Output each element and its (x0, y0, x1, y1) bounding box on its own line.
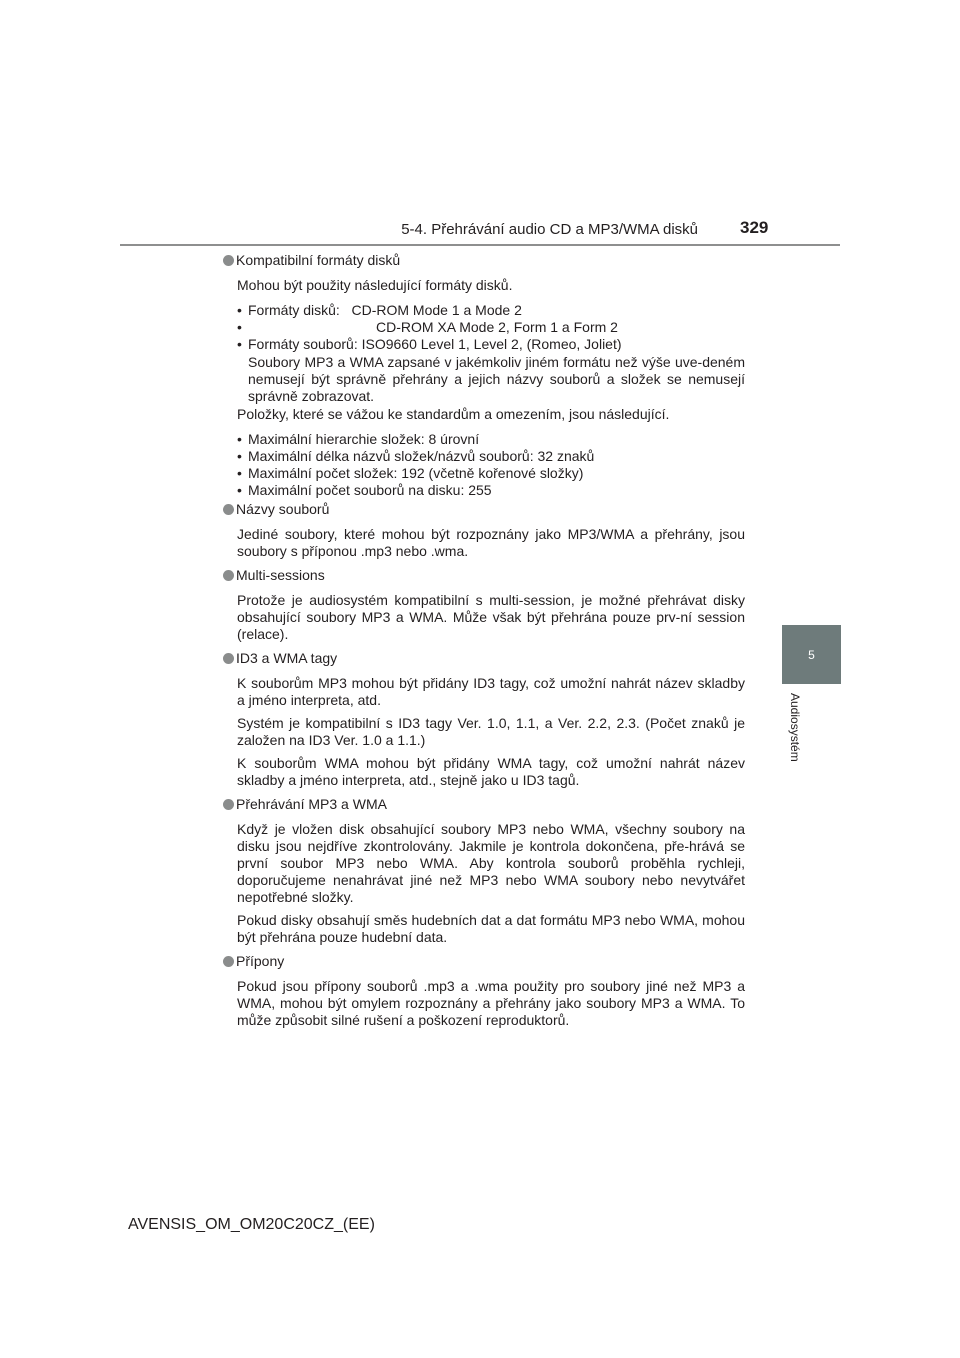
list-item: • Maximální počet složek: 192 (včetně kořenové složky) (237, 465, 745, 482)
list-item: • Formáty souborů: ISO9660 Level 1, Level 2, (Romeo, Joliet) (237, 336, 745, 353)
bullet-icon (223, 653, 234, 664)
section-playback (223, 796, 745, 946)
paragraph: Soubory MP3 a WMA zapsané v jakémkoliv jiném formátu než výše uve-deném nemusejí být správně přehrány a jejich názvy souborů a složek se nemusejí správně zobrazovat. (248, 354, 745, 404)
bullet-icon (223, 504, 234, 515)
section-compatible-formats (223, 252, 745, 499)
section-title: Multi-sessions (236, 567, 325, 583)
paragraph: Položky, které se vážou ke standardům a omezením, jsou následující. (237, 406, 670, 422)
chapter-label: Audiosystém (788, 693, 802, 762)
list-item: • Maximální počet souborů na disku: 255 (237, 482, 745, 499)
section-title: Názvy souborů (236, 501, 330, 517)
list-item: • Formáty disků: CD-ROM Mode 1 a Mode 2 (237, 302, 745, 319)
paragraph: K souborům MP3 mohou být přidány ID3 tagy, což umožní nahrát název skladby a jméno interpreta, atd. (237, 675, 745, 708)
paragraph: Mohou být použity následující formáty disků. (237, 277, 513, 293)
paragraph: Systém je kompatibilní s ID3 tagy Ver. 1.0, 1.1, a Ver. 2.2, 2.3. (Počet znaků je založen na ID3 Ver. 1.0 a 1.1.) (237, 715, 745, 748)
chapter-number: 5 (808, 647, 815, 662)
bullet-icon (223, 956, 234, 967)
chapter-tab (782, 625, 841, 684)
limits-list (237, 431, 745, 499)
section-title: Přípony (236, 953, 285, 969)
paragraph: K souborům WMA mohou být přidány WMA tagy, což umožní nahrát název skladby a jméno interpreta, atd., stejně jako u ID3 tagů. (237, 755, 745, 788)
paragraph: Jediné soubory, které mohou být rozpoznány jako MP3/WMA a přehrány, jsou soubory s příponou .mp3 nebo .wma. (237, 526, 745, 559)
paragraph: Pokud disky obsahují směs hudebních dat a dat formátu MP3 nebo WMA, mohou být přehrána pouze hudební data. (237, 912, 745, 945)
paragraph: Pokud jsou přípony souborů .mp3 a .wma použity pro soubory jiné než MP3 a WMA, mohou být omylem rozpoznány a přehrány jako soubory MP3 a WMA. To může způsobit silné rušení a poškození reproduktorů. (237, 978, 745, 1028)
main-content (223, 252, 745, 1029)
list-item: • Maximální délka názvů složek/názvů souborů: 32 znaků (237, 448, 745, 465)
bullet-icon (223, 799, 234, 810)
bullet-icon (223, 570, 234, 581)
list-item-continuation: • CD-ROM XA Mode 2, Form 1 a Form 2 (237, 319, 745, 336)
section-title: Kompatibilní formáty disků (236, 252, 401, 268)
list-item: • Maximální hierarchie složek: 8 úrovní (237, 431, 745, 448)
section-extensions (223, 953, 745, 1029)
page-number: 329 (740, 218, 769, 237)
section-id3-wma-tags (223, 650, 745, 789)
bullet-icon (223, 255, 234, 266)
paragraph: Když je vložen disk obsahující soubory MP3 nebo WMA, všechny soubory na disku jsou nejdříve zkontrolovány. Jakmile je kontrola dokončena, pře-hrává se první soubor MP3 nebo WMA. Aby kontrola souborů proběhla rychleji, doporučujeme nenahrávat jiné než MP3 nebo WMA soubory nebo nevytvářet nepotřebné složky. (237, 821, 745, 905)
running-header: 5-4. Přehrávání audio CD a MP3/WMA disků (401, 221, 698, 238)
section-title: ID3 a WMA tagy (236, 650, 338, 666)
format-list (237, 302, 745, 353)
section-multi-sessions (223, 567, 745, 643)
paragraph: Protože je audiosystém kompatibilní s multi-session, je možné přehrávat disky obsahující soubory MP3 a WMA. Může však být přehrána pouze prv-ní session (relace). (237, 592, 745, 642)
section-title: Přehrávání MP3 a WMA (236, 796, 387, 812)
header-divider (120, 244, 840, 246)
section-file-names (223, 501, 745, 560)
document-code: AVENSIS_OM_OM20C20CZ_(EE) (128, 1216, 375, 1233)
